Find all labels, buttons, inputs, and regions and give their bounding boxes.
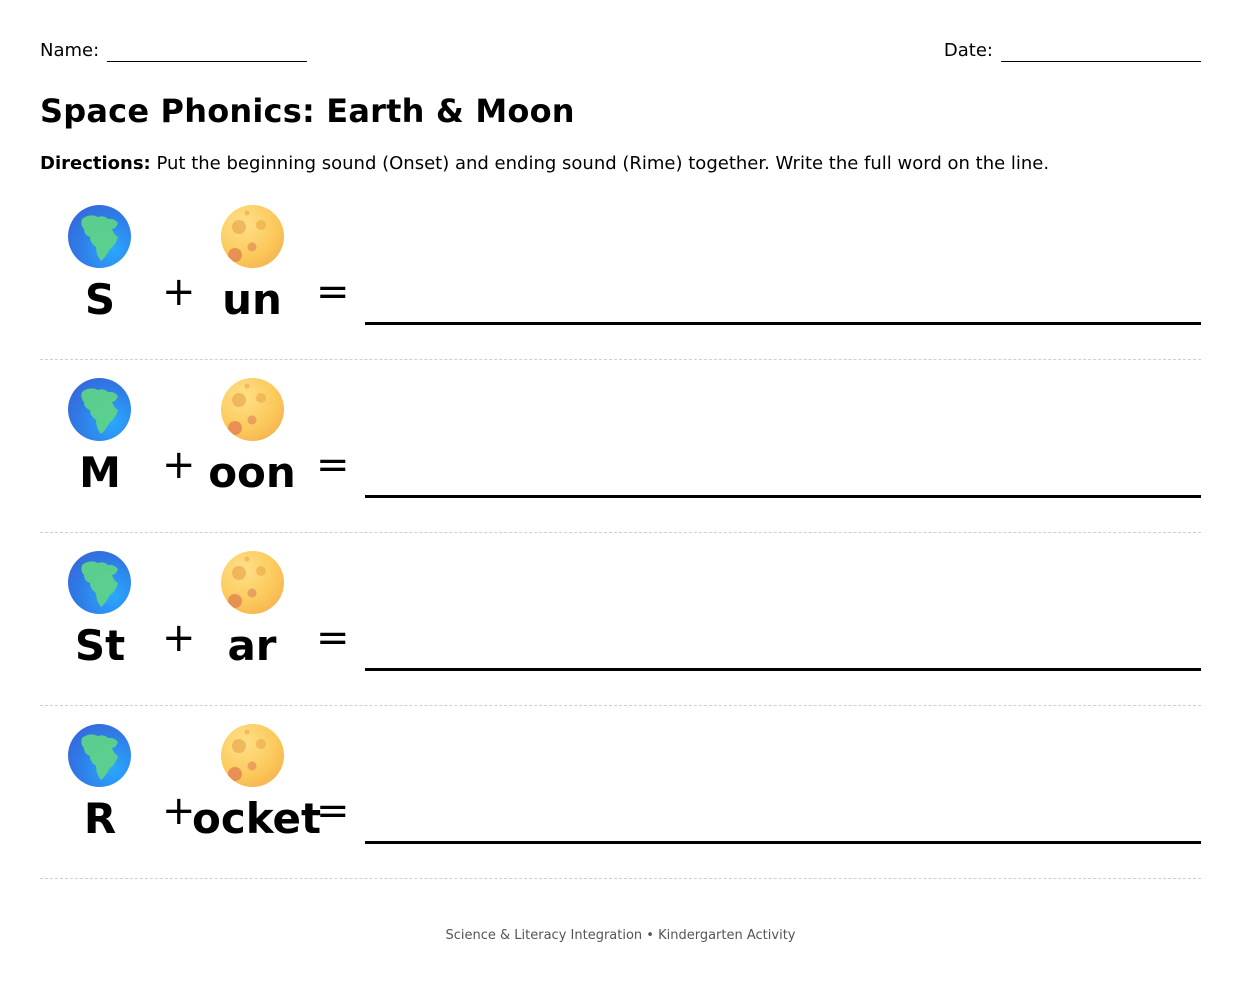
answer-line[interactable] bbox=[365, 495, 1201, 498]
directions bbox=[40, 153, 1049, 174]
name-label: Name: bbox=[40, 40, 100, 61]
answer-line[interactable] bbox=[365, 668, 1201, 671]
earth-globe-icon bbox=[68, 378, 131, 441]
onset-text: R bbox=[83, 794, 117, 843]
onset-text: M bbox=[79, 448, 121, 497]
date-label: Date: bbox=[943, 40, 993, 61]
moon-icon bbox=[221, 378, 284, 441]
worksheet-title: Space Phonics: Earth & Moon bbox=[40, 92, 575, 130]
plus-sign: + bbox=[162, 442, 196, 488]
moon-icon bbox=[221, 724, 284, 787]
footer-text: Science & Literacy Integration • Kindergarten Activity bbox=[445, 928, 796, 943]
answer-line[interactable] bbox=[365, 841, 1201, 844]
directions-text: Put the beginning sound (Onset) and ending sound (Rime) together. Write the full word on the line. bbox=[156, 153, 1050, 174]
name-field bbox=[40, 40, 307, 62]
rime-text: oon bbox=[208, 448, 296, 497]
earth-globe-icon bbox=[68, 205, 131, 268]
answer-line[interactable] bbox=[365, 322, 1201, 325]
phonics-row bbox=[40, 187, 1201, 360]
rime-text: ocket bbox=[192, 794, 322, 843]
moon-icon bbox=[221, 205, 284, 268]
phonics-row bbox=[40, 360, 1201, 533]
phonics-row bbox=[40, 706, 1201, 879]
rime-text: ar bbox=[227, 621, 277, 670]
header-fields bbox=[40, 40, 1201, 64]
moon-icon bbox=[221, 551, 284, 614]
onset-text: S bbox=[84, 275, 116, 324]
rime-text: un bbox=[222, 275, 282, 324]
name-blank-line[interactable] bbox=[107, 43, 307, 62]
directions-label: Directions: bbox=[40, 153, 151, 174]
earth-globe-icon bbox=[68, 551, 131, 614]
plus-sign: + bbox=[162, 615, 196, 661]
earth-globe-icon bbox=[68, 724, 131, 787]
equals-sign: = bbox=[316, 269, 350, 315]
phonics-row bbox=[40, 533, 1201, 706]
plus-sign: + bbox=[162, 788, 196, 834]
onset-text: St bbox=[74, 621, 126, 670]
equals-sign: = bbox=[316, 615, 350, 661]
date-field bbox=[944, 40, 1201, 62]
date-blank-line[interactable] bbox=[1001, 43, 1201, 62]
plus-sign: + bbox=[162, 269, 196, 315]
equals-sign: = bbox=[316, 442, 350, 488]
equals-sign: = bbox=[316, 788, 350, 834]
